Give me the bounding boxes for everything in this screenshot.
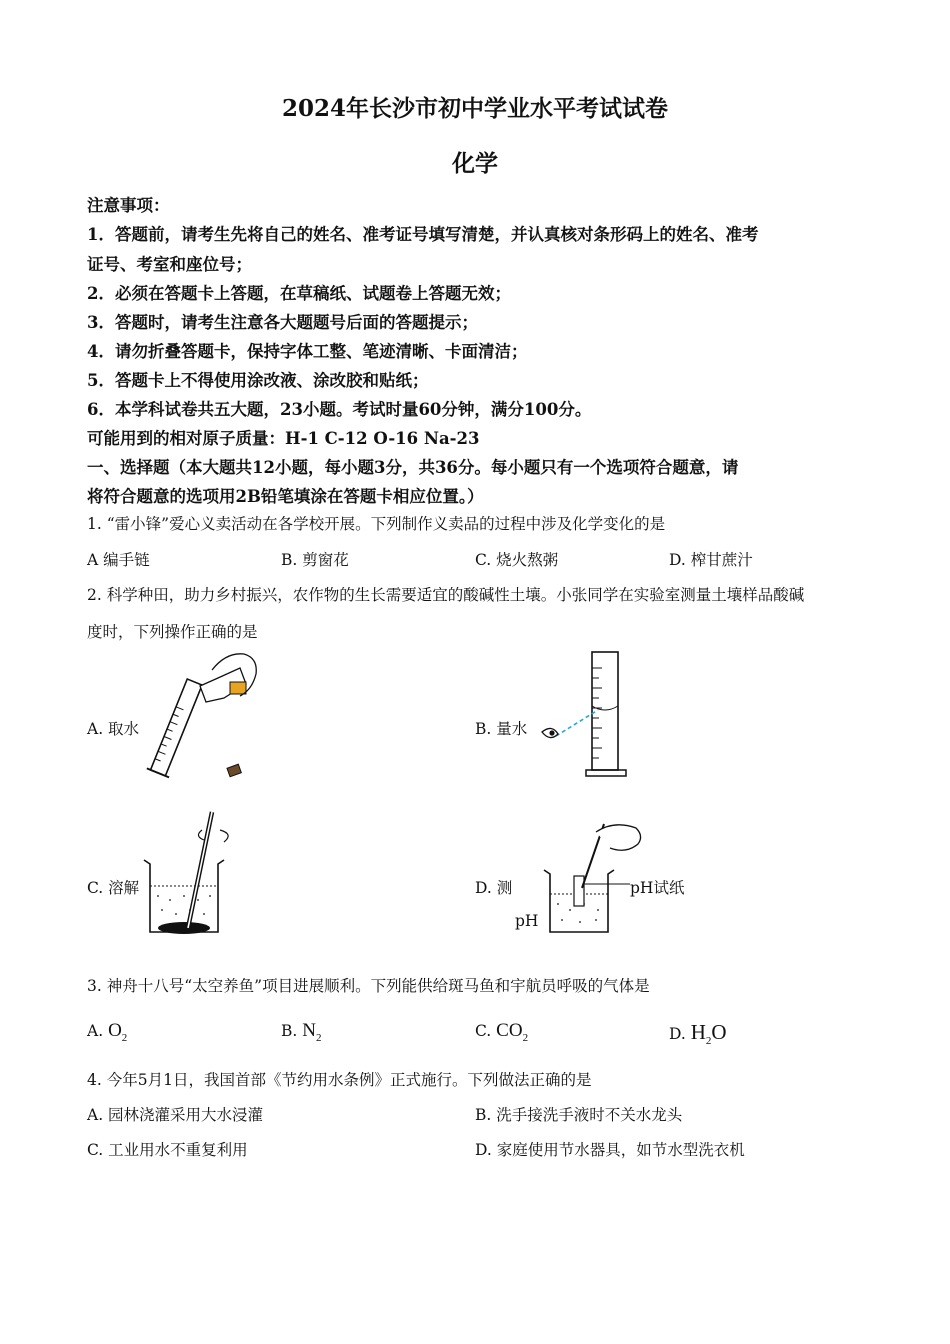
notice-item: 5．答题卡上不得使用涂改液、涂改胶和贴纸； <box>87 371 429 390</box>
notice-item: 3．答题时，请考生注意各大题题号后面的答题提示； <box>87 313 478 332</box>
question-3-stem: 3. 神舟十八号“太空养鱼”项目进展顺利。下列能供给斑马鱼和宇航员呼吸的气体是 <box>87 977 650 995</box>
q4-option-c: C. 工业用水不重复利用 <box>87 1141 248 1159</box>
q3-option-a: A. $O_2$ <box>87 1020 128 1044</box>
pouring-water-figure <box>140 648 270 780</box>
question-2-stem: 2. 科学种田，助力乡村振兴，农作物的生长需要适宜的酸碱性土壤。小张同学在实验室测量土壤样品酸碱 <box>87 586 805 604</box>
dissolving-figure <box>140 808 240 938</box>
notice-item: 4．请勿折叠答题卡，保持字体工整、笔迹清晰、卡面清洁； <box>87 342 528 361</box>
question-1-stem: 1. “雷小锋”爱心义卖活动在各学校开展。下列制作义卖品的过程中涉及化学变化的是 <box>87 515 666 533</box>
q1-option-d: D. 榨甘蔗汁 <box>669 551 753 569</box>
notice-item: 证号、考室和座位号； <box>87 255 252 274</box>
question-2-stem-cont: 度时，下列操作正确的是 <box>87 623 258 641</box>
carbon-dioxide-formula: $CO_2$ <box>496 1020 529 1044</box>
q4-option-b: B. 洗手接洗手液时不关水龙头 <box>475 1106 683 1124</box>
ph-paper-label: pH试纸 <box>630 879 685 897</box>
water-formula: $H_2O$ <box>690 1020 727 1048</box>
notice-item: 1．答题前，请考生先将自己的姓名、准考证号填写清楚，并认真核对条形码上的姓名、准考 <box>87 225 759 244</box>
oxygen-formula: $O_2$ <box>108 1020 128 1044</box>
atomic-mass-line: 可能用到的相对原子质量：H-1 C-12 O-16 Na-23 <box>87 429 480 448</box>
q2-option-b: B. 量水 <box>475 720 528 738</box>
measuring-cylinder-figure <box>528 648 648 780</box>
notice-item: 6．本学科试卷共五大题，23小题。考试时量60分钟，满分100分。 <box>87 400 592 419</box>
nitrogen-formula: $N_2$ <box>302 1020 322 1044</box>
q3-option-c: C. $CO_2$ <box>475 1020 529 1044</box>
exam-title: 2024年长沙市初中学业水平考试试卷 <box>281 95 668 122</box>
section-heading: 一、选择题（本大题共12小题，每小题3分，共36分。每小题只有一个选项符合题意，请 <box>87 458 739 477</box>
q1-option-c: C. 烧火熬粥 <box>475 551 559 569</box>
q2-option-a: A. 取水 <box>87 720 140 738</box>
notice-heading: 注意事项： <box>87 196 170 215</box>
subject-title: 化学 <box>452 150 498 177</box>
q4-option-d: D. 家庭使用节水器具，如节水型洗衣机 <box>475 1141 745 1159</box>
q4-option-a: A. 园林浇灌采用大水浸灌 <box>87 1106 264 1124</box>
q1-option-a: A 编手链 <box>87 551 150 569</box>
section-heading-cont: 将符合题意的选项用2B铅笔填涂在答题卡相应位置。） <box>87 487 484 506</box>
q2-option-d-ph: pH <box>515 912 539 930</box>
q3-option-d: D. $H_2O$ <box>669 1020 727 1048</box>
notice-item: 2．必须在答题卡上答题，在草稿纸、试题卷上答题无效； <box>87 284 511 303</box>
q1-option-b: B. 剪窗花 <box>281 551 349 569</box>
q2-option-c: C. 溶解 <box>87 879 140 897</box>
question-4-stem: 4. 今年5月1日，我国首部《节约用水条例》正式施行。下列做法正确的是 <box>87 1071 592 1089</box>
q2-option-d: D. 测 <box>475 879 513 897</box>
q3-option-b: B. $N_2$ <box>281 1020 322 1044</box>
